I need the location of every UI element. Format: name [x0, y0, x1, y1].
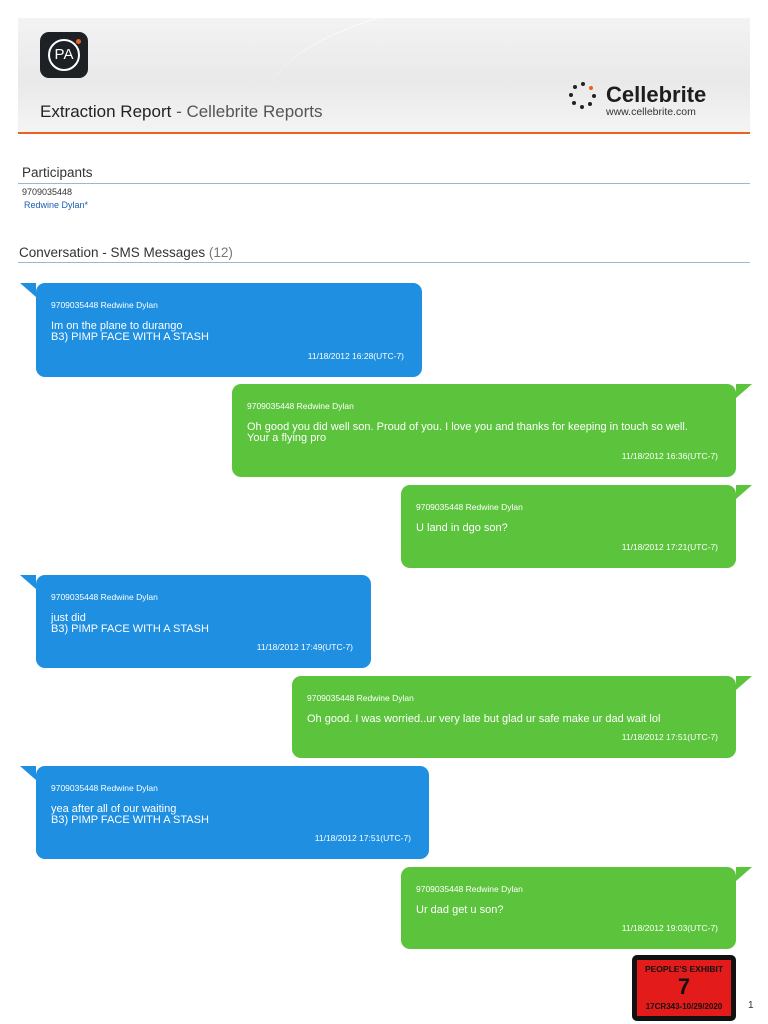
message-line: just did — [51, 612, 86, 624]
message-sender: 9709035448 Redwine Dylan — [51, 300, 158, 310]
bubble-tail — [20, 766, 36, 780]
message-bubble-outgoing[interactable] — [232, 384, 736, 477]
bubble-tail — [736, 384, 752, 398]
cellebrite-dots-icon — [568, 80, 598, 110]
report-header — [18, 18, 750, 134]
bubble-tail — [20, 575, 36, 589]
message-sender: 9709035448 Redwine Dylan — [416, 502, 523, 512]
message-body — [416, 905, 724, 916]
message-line: B3) PIMP FACE WITH A STASH — [51, 623, 209, 635]
message-bubble-outgoing[interactable] — [292, 676, 736, 758]
message-sender: 9709035448 Redwine Dylan — [247, 401, 354, 411]
physical-analyzer-logo — [40, 32, 88, 78]
message-timestamp: 11/18/2012 17:51(UTC-7) — [314, 833, 411, 843]
bubble-tail — [736, 676, 752, 690]
report-title-rest: - Cellebrite Reports — [171, 102, 323, 121]
message-line: Your a flying pro — [247, 432, 327, 444]
report-title — [40, 102, 323, 122]
participants-title: Participants — [22, 165, 93, 180]
exhibit-sticker-face — [637, 960, 731, 1016]
message-sender: 9709035448 Redwine Dylan — [51, 783, 158, 793]
bubble-tail — [20, 283, 36, 297]
conversation-divider — [18, 262, 750, 263]
participants-divider — [18, 183, 750, 184]
message-line: Ur dad get u son? — [416, 904, 504, 916]
message-timestamp: 11/18/2012 16:36(UTC-7) — [621, 451, 718, 461]
pa-logo-dot — [76, 39, 81, 44]
bubble-tail — [736, 867, 752, 881]
message-body — [416, 523, 724, 534]
message-line: U land in dgo son? — [416, 522, 508, 534]
message-timestamp: 11/18/2012 19:03(UTC-7) — [621, 923, 718, 933]
conversation-title-text: Conversation - SMS Messages — [19, 245, 206, 260]
exhibit-sticker — [632, 955, 736, 1021]
message-timestamp: 11/18/2012 17:21(UTC-7) — [621, 542, 718, 552]
message-bubble-incoming[interactable] — [36, 766, 429, 859]
conversation-title — [19, 245, 233, 260]
message-sender: 9709035448 Redwine Dylan — [307, 693, 414, 703]
message-body — [51, 804, 417, 826]
message-bubble-incoming[interactable] — [36, 575, 371, 668]
message-timestamp: 11/18/2012 16:28(UTC-7) — [307, 351, 404, 361]
message-line: B3) PIMP FACE WITH A STASH — [51, 331, 209, 343]
message-line: Oh good. I was worried..ur very late but glad ur safe make ur dad wait lol — [307, 713, 661, 725]
message-line: B3) PIMP FACE WITH A STASH — [51, 814, 209, 826]
participant-name-link[interactable]: Redwine Dylan* — [24, 200, 89, 210]
message-line: Oh good you did well son. Proud of you. I love you and thanks for keeping in touch so well. — [247, 421, 688, 433]
cellebrite-url: www.cellebrite.com — [606, 106, 696, 118]
message-bubble-outgoing[interactable] — [401, 867, 736, 949]
message-line: Im on the plane to durango — [51, 320, 183, 332]
exhibit-label: PEOPLE'S EXHIBIT — [644, 964, 724, 974]
report-title-strong: Extraction Report — [40, 102, 172, 121]
cellebrite-brand-name: Cellebrite — [606, 82, 707, 107]
exhibit-case: 17CR343-10/29/2020 — [645, 1002, 723, 1011]
page-number: 1 — [748, 1000, 754, 1011]
message-timestamp: 11/18/2012 17:49(UTC-7) — [256, 642, 353, 652]
message-line: yea after all of our waiting — [51, 803, 177, 815]
message-bubble-outgoing[interactable] — [401, 485, 736, 568]
message-body — [51, 613, 359, 635]
participant-number: 9709035448 — [22, 187, 73, 197]
pa-logo-text: PA — [48, 39, 80, 71]
message-body — [307, 714, 724, 725]
cellebrite-logo — [568, 80, 728, 120]
message-sender: 9709035448 Redwine Dylan — [51, 592, 158, 602]
message-body — [51, 321, 410, 343]
message-bubble-incoming[interactable] — [36, 283, 422, 377]
exhibit-number: 7 — [677, 974, 691, 999]
message-body — [247, 422, 724, 444]
message-timestamp: 11/18/2012 17:51(UTC-7) — [621, 732, 718, 742]
message-sender: 9709035448 Redwine Dylan — [416, 884, 523, 894]
message-count: (12) — [208, 245, 233, 260]
bubble-tail — [736, 485, 752, 499]
